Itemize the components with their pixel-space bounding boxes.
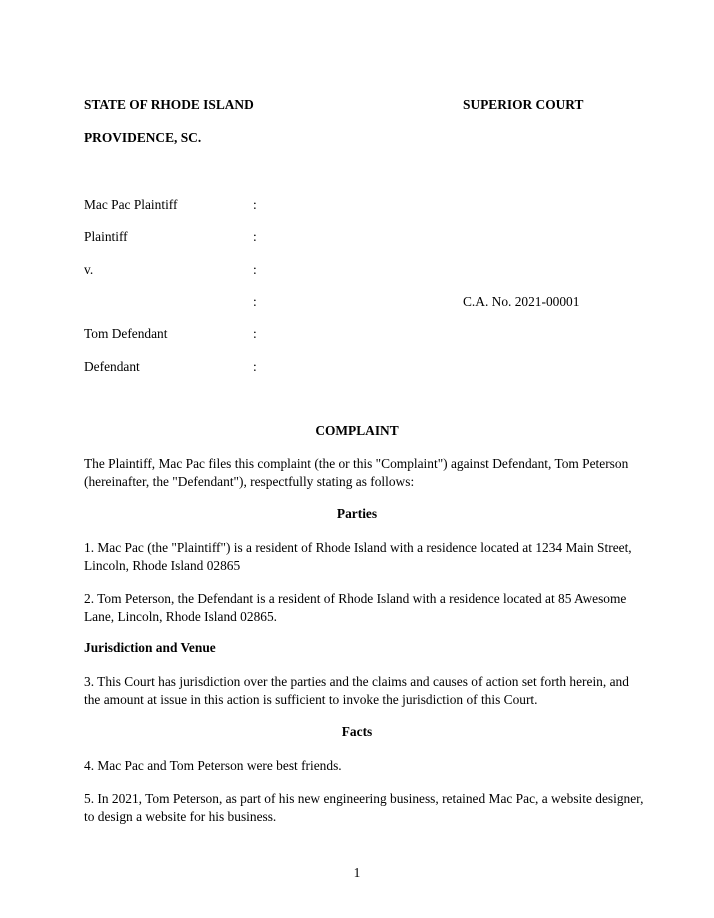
caption-defendant-role: Defendant <box>84 359 140 374</box>
paragraph-2: 2. Tom Peterson, the Defendant is a resident of Rhode Island with a residence located at 85 Awesome Lane, Lincoln, Rhode Island 02865. <box>84 591 627 624</box>
caption-colon: : <box>253 359 257 374</box>
paragraph-4: 4. Mac Pac and Tom Peterson were best friends. <box>84 758 342 773</box>
page-number: 1 <box>353 865 361 880</box>
county-heading: PROVIDENCE, SC. <box>84 130 202 145</box>
jurisdiction-heading: Jurisdiction and Venue <box>84 640 216 655</box>
state-heading: STATE OF RHODE ISLAND <box>84 97 254 112</box>
caption-versus: v. <box>84 262 94 277</box>
caption-colon: : <box>253 326 257 341</box>
caption-colon: : <box>253 197 257 212</box>
intro-paragraph: The Plaintiff, Mac Pac files this complaint (the or this "Complaint") against Defendant, Tom Peterson (hereinafter, the "Defendant"), respectfully stating as follows: <box>84 456 629 489</box>
caption-colon: : <box>253 229 257 244</box>
facts-heading: Facts <box>341 724 373 739</box>
caption-plaintiff-role: Plaintiff <box>84 229 128 244</box>
paragraph-1: 1. Mac Pac (the "Plaintiff") is a resident of Rhode Island with a residence located at 1234 Main Street, Lincoln, Rhode Island 02865 <box>84 540 632 573</box>
court-heading: SUPERIOR COURT <box>463 97 584 112</box>
document-title: COMPLAINT <box>315 423 399 438</box>
caption-plaintiff-name: Mac Pac Plaintiff <box>84 197 178 212</box>
caption-defendant-name: Tom Defendant <box>84 326 168 341</box>
caption-colon: : <box>253 294 257 309</box>
paragraph-3: 3. This Court has jurisdiction over the parties and the claims and causes of action set forth herein, and the amount at issue in this action is sufficient to invoke the jurisdiction of this Court. <box>84 674 629 707</box>
paragraph-5: 5. In 2021, Tom Peterson, as part of his new engineering business, retained Mac Pac, a website designer, to design a website for his business. <box>84 791 644 824</box>
caption-colon: : <box>253 262 257 277</box>
case-number: C.A. No. 2021-00001 <box>463 294 580 309</box>
parties-heading: Parties <box>336 506 378 521</box>
